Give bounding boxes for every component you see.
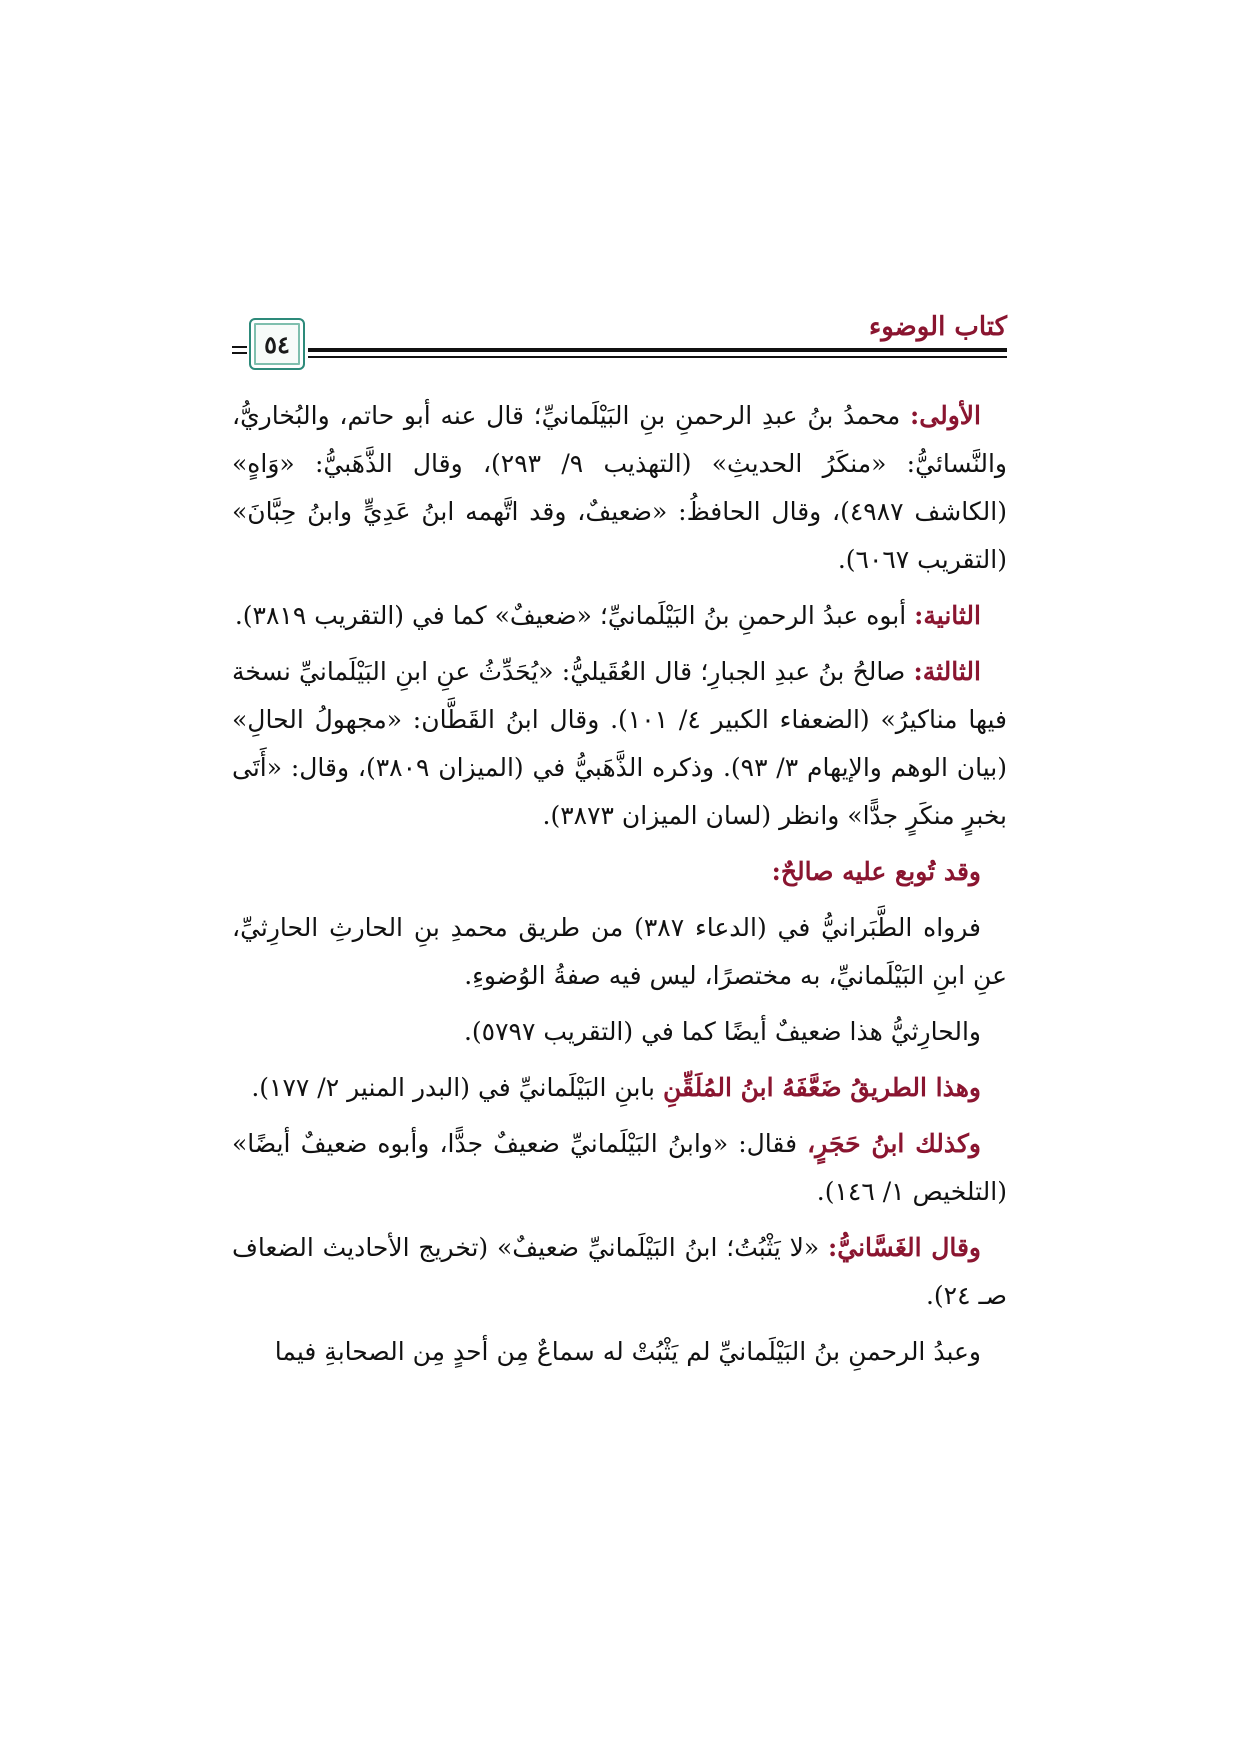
body-paragraph-last: وعبدُ الرحمنِ بنُ البَيْلَمانيِّ لم يَثْبُتْ له سماعٌ مِن أحدٍ مِن الصحابةِ فيما xyxy=(274,1337,981,1366)
book-title: كتاب الوضوء xyxy=(869,312,1007,342)
paragraph-label: الثانية: xyxy=(914,601,981,630)
paragraph-text: بابنِ البَيْلَمانيِّ في (البدر المنير ٢/ ١٧٧). xyxy=(251,1073,663,1102)
paragraph-second xyxy=(232,592,1007,640)
body-paragraph-tabarani: فرواه الطَّبَرانيُّ في (الدعاء ٣٨٧) من طريق محمدِ بنِ الحارثِ الحارِثيِّ، عنِ ابنِ البَيْلَمانيِّ، به مختصرًا، ليس فيه صفةُ الوُضوءِ. xyxy=(232,913,1007,990)
page-number: ٥٤ xyxy=(264,329,290,359)
body-paragraph-harithi: والحارِثيُّ هذا ضعيفٌ أيضًا كما في (التقريب ٥٧٩٧). xyxy=(463,1017,981,1046)
paragraph-label: الأولى: xyxy=(910,401,981,430)
subheading: وقد تُوبع عليه صالحٌ: xyxy=(771,857,981,886)
paragraph-label: وقال الغَسَّانيُّ: xyxy=(828,1233,981,1262)
header-rule-thick xyxy=(308,348,1007,352)
paragraph-text: أبوه عبدُ الرحمنِ بنُ البَيْلَمانيِّ؛ «ضعيفٌ» كما في (التقريب ٣٨١٩). xyxy=(234,601,915,630)
paragraph-text: صالحُ بنُ عبدِ الجبارِ؛ قال العُقَيليُّ: «يُحَدِّثُ عنِ ابنِ البَيْلَمانيِّ نسخة فيها مناكيرُ» (الضعفاء الكبير ٤/ ١٠١). وقال ابنُ القَطَّان: «مجهولُ الحالِ» (بيان الوهم والإيهام ٣/ ٩٣). وذكره الذَّهَبيُّ في (الميزان ٣٨٠٩)، وقال: «أَتَى بخبرٍ منكَرٍ جدًّا» وانظر (لسان الميزان ٣٨٧٣). xyxy=(232,657,1008,830)
paragraph-first xyxy=(232,392,1007,584)
page-body xyxy=(232,392,1007,1384)
paragraph-label: وكذلك ابنُ حَجَرٍ، xyxy=(807,1129,981,1158)
paragraph-label: وهذا الطريقُ ضَعَّفَهُ ابنُ المُلَقِّنِ xyxy=(662,1073,981,1102)
header-rule-left-top xyxy=(232,346,247,348)
paragraph-third xyxy=(232,648,1007,840)
paragraph-text: فقال: «وابنُ البَيْلَمانيِّ ضعيفٌ جدًّا، وأبوه ضعيفٌ أيضًا» (التلخيص ١/ ١٤٦). xyxy=(232,1129,1007,1206)
page-header xyxy=(232,312,1007,378)
header-rule-left-bottom xyxy=(232,352,247,354)
paragraph-text: محمدُ بنُ عبدِ الرحمنِ بنِ البَيْلَمانيِّ؛ قال عنه أبو حاتم، والبُخاريُّ، والنَّسائيُّ: «منكَرُ الحديثِ» (التهذيب ٩/ ٢٩٣)، وقال الذَّهَبيُّ: «وَاهٍ» (الكاشف ٤٩٨٧)، وقال الحافظُ: «ضعيفٌ، وقد اتَّهمه ابنُ عَدِيٍّ وابنُ حِبَّانَ» (التقريب ٦٠٦٧). xyxy=(232,401,1008,574)
paragraph-label: الثالثة: xyxy=(913,657,981,686)
header-rule-thin xyxy=(308,356,1007,358)
paragraph-text: «لا يَثْبُتُ؛ ابنُ البَيْلَمانيِّ ضعيفٌ» (تخريج الأحاديث الضعاف صـ ٢٤). xyxy=(232,1233,1007,1310)
body-paragraph-hajar xyxy=(232,1120,1007,1216)
body-paragraph-ghassani xyxy=(232,1224,1007,1320)
page-number-badge xyxy=(249,318,305,370)
body-paragraph-mulaqqin xyxy=(232,1064,1007,1112)
